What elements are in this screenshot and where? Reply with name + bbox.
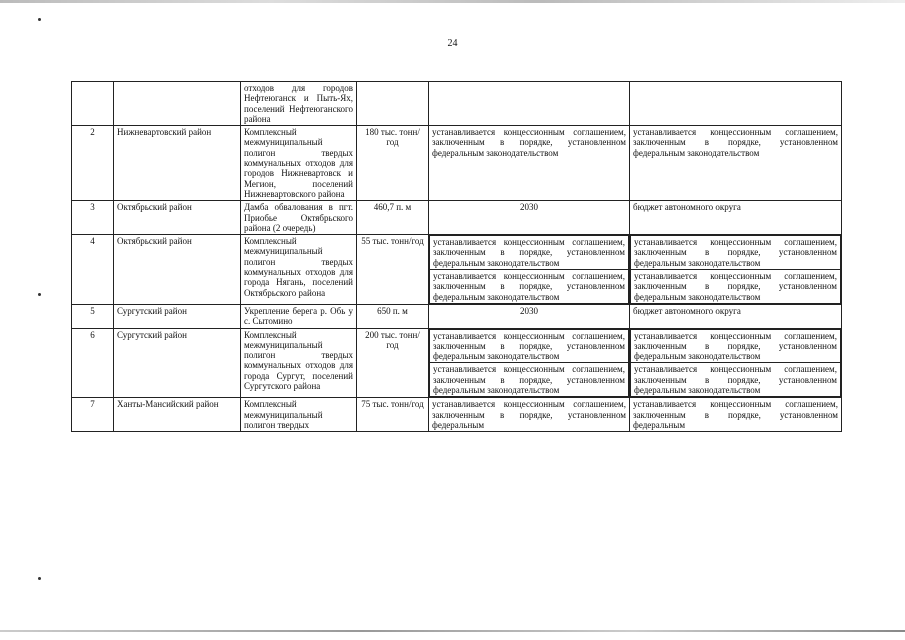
municipal-area: Нижневартовский район [114,126,241,201]
capacity: 200 тыс. тонн/год [357,328,429,398]
financing-source [630,328,842,398]
municipal-area: Октябрьский район [114,235,241,305]
object-name: Комплексный межмуниципальный полигон твердых коммунальных отходов для города Сургут, поселений Сургутского района [241,328,357,398]
capacity: 460,7 п. м [357,201,429,235]
row-number: 6 [72,328,114,398]
table-row [72,201,842,235]
financing-source: бюджет автономного округа [630,304,842,328]
row-number: 7 [72,398,114,432]
financing-source [630,235,842,305]
scan-speck [38,18,41,21]
object-name: Укрепление берега р. Обь у с. Сытомино [241,304,357,328]
municipal-area: Ханты-Мансийский район [114,398,241,432]
object-name: отходов для городов Нефтеюганск и Пыть-Ях, поселений Нефтеюганского района [241,82,357,126]
financing-part: устанавливается концессионным соглашением, заключенным в порядке, установленном федеральным законодательством [631,270,841,304]
table-row [72,328,842,398]
municipal-area [114,82,241,126]
deadline [429,328,630,398]
projects-table [71,81,842,432]
scan-speck [38,293,41,296]
municipal-area: Сургутский район [114,328,241,398]
deadline: 2030 [429,304,630,328]
financing-part: устанавливается концессионным соглашением, заключенным в порядке, установленном федеральным законодательством [631,329,841,363]
object-name: Комплексный межмуниципальный полигон твердых [241,398,357,432]
capacity: 75 тыс. тонн/год [357,398,429,432]
table-row [72,235,842,305]
deadline [429,82,630,126]
deadline-part: устанавливается концессионным соглашением, заключенным в порядке, установленном федеральным законодательством [430,329,629,363]
scan-edge-top [0,0,905,3]
deadline [429,235,630,305]
capacity: 55 тыс. тонн/год [357,235,429,305]
table-row [72,304,842,328]
row-number: 4 [72,235,114,305]
table-row [72,82,842,126]
capacity [357,82,429,126]
capacity: 180 тыс. тонн/год [357,126,429,201]
deadline-part: устанавливается концессионным соглашением, заключенным в порядке, установленном федеральным законодательством [430,363,629,397]
financing-source: устанавливается концессионным соглашением, заключенным в порядке, установленном федеральным [630,398,842,432]
deadline-part: устанавливается концессионным соглашением, заключенным в порядке, установленном федеральным законодательством [430,236,629,270]
deadline: 2030 [429,201,630,235]
row-number [72,82,114,126]
municipal-area: Октябрьский район [114,201,241,235]
object-name: Дамба обвалования в пгт. Приобье Октябрьского района (2 очередь) [241,201,357,235]
row-number: 5 [72,304,114,328]
deadline: устанавливается концессионным соглашением, заключенным в порядке, установленном федеральным [429,398,630,432]
financing-part: устанавливается концессионным соглашением, заключенным в порядке, установленном федеральным законодательством [631,363,841,397]
deadline-part: устанавливается концессионным соглашением, заключенным в порядке, установленном федеральным законодательством [430,270,629,304]
financing-part: устанавливается концессионным соглашением, заключенным в порядке, установленном федеральным законодательством [631,236,841,270]
financing-source: бюджет автономного округа [630,201,842,235]
page-number: 24 [447,38,458,49]
object-name: Комплексный межмуниципальный полигон твердых коммунальных отходов для города Нягань, поселений Октябрьского района [241,235,357,305]
table-row [72,398,842,432]
table-row [72,126,842,201]
municipal-area: Сургутский район [114,304,241,328]
scan-speck [38,577,41,580]
capacity: 650 п. м [357,304,429,328]
object-name: Комплексный межмуниципальный полигон твердых коммунальных отходов для городов Нижневартовск и Мегион, поселений Нижневартовского района [241,126,357,201]
scan-edge-bottom [0,630,905,632]
row-number: 2 [72,126,114,201]
row-number: 3 [72,201,114,235]
financing-source [630,82,842,126]
deadline: устанавливается концессионным соглашением, заключенным в порядке, установленном федеральным законодательством [429,126,630,201]
financing-source: устанавливается концессионным соглашением, заключенным в порядке, установленном федеральным законодательством [630,126,842,201]
